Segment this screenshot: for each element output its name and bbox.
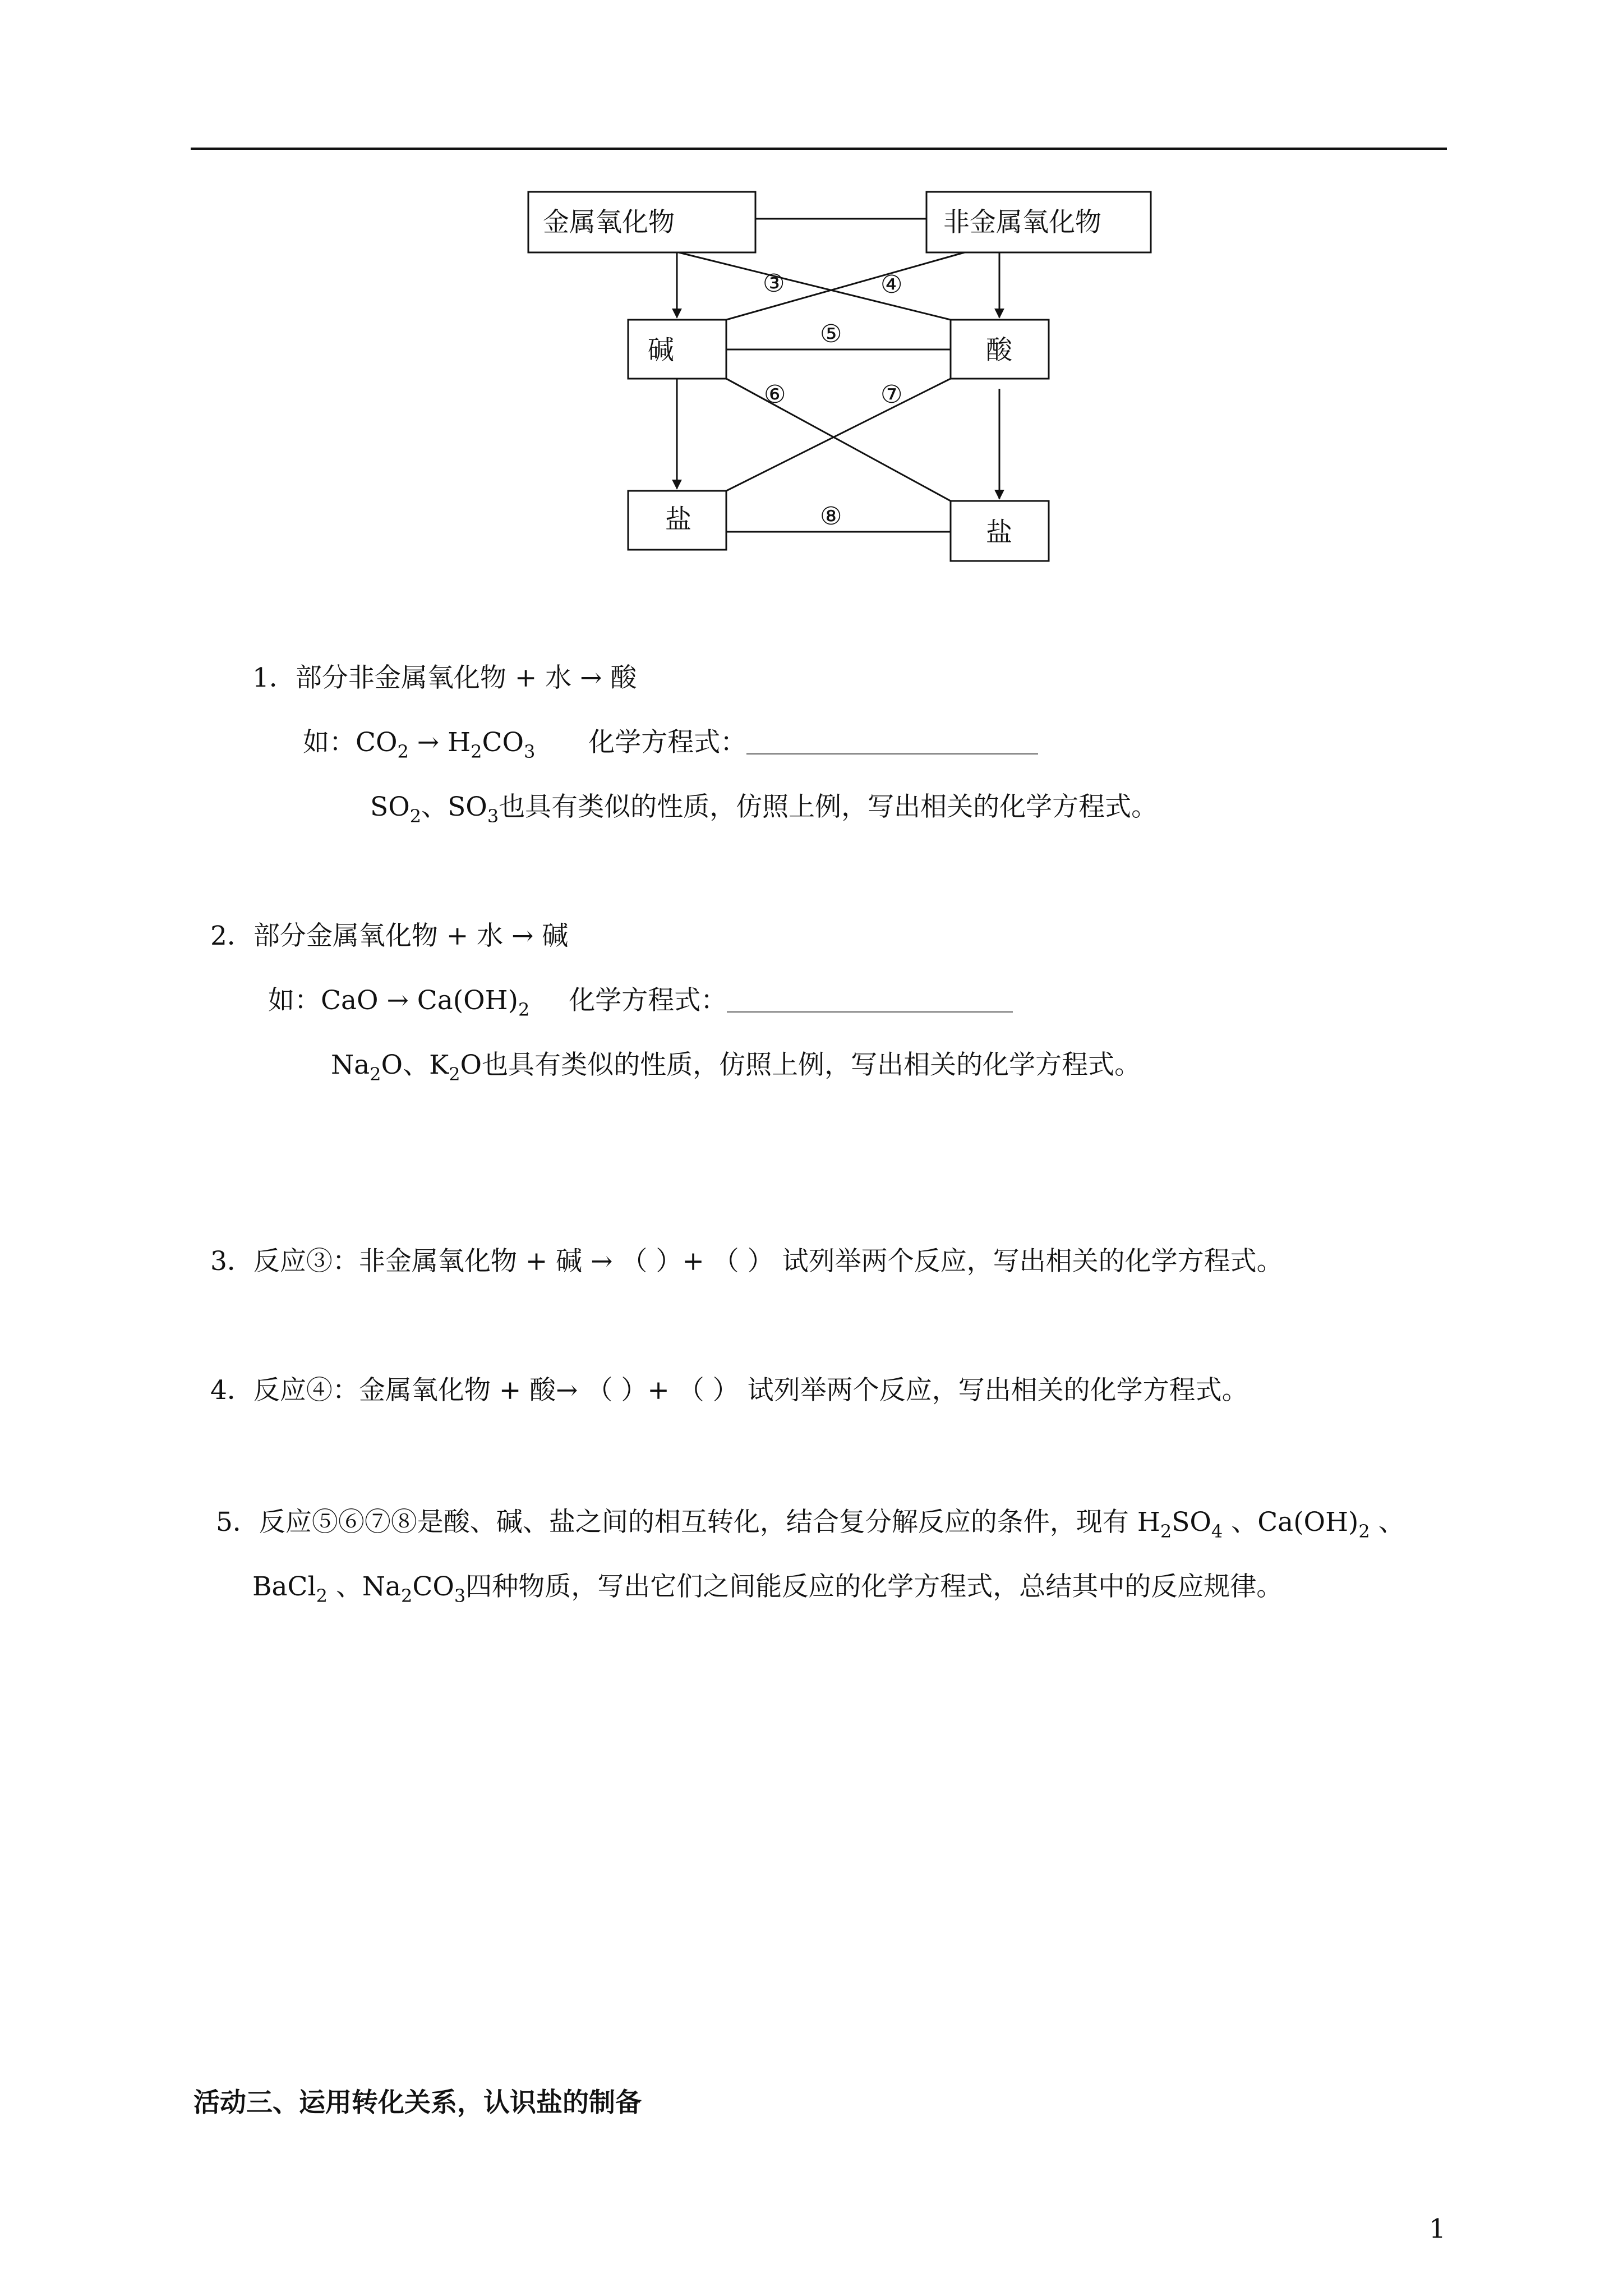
line-4 — [679, 252, 951, 320]
q4-text: 4．反应④：金属氧化物 + 酸→ （ ）+ （ ） 试列举两个反应，写出相关的化学方程式。 — [210, 1375, 1248, 1406]
conversion-diagram — [522, 185, 1161, 578]
q2-example: 如：CaO → $Ca(OH)_2$ 化学方程式： — [268, 987, 1013, 1014]
label-metal-oxide: 金属氧化物 — [543, 207, 675, 238]
label-salt-right: 盐 — [986, 517, 1012, 548]
label-salt-left: 盐 — [665, 504, 691, 535]
line-3 — [726, 252, 965, 320]
q1-answer-blank[interactable] — [746, 731, 1038, 754]
q3-text: 3．反应③：非金属氧化物 + 碱 → （ ）+ （ ） 试列举两个反应，写出相关的化学方程式。 — [210, 1246, 1283, 1277]
box-base — [628, 320, 726, 379]
label-acid: 酸 — [986, 335, 1012, 366]
q1-note: $SO_2$、$SO_3$也具有类似的性质，仿照上例，写出相关的化学方程式。 — [370, 792, 1158, 827]
label-base: 碱 — [648, 335, 674, 366]
header-rule — [191, 148, 1447, 150]
q5-line-2: BaCl$_2$ 、$Na_2CO_3$四种物质，写出它们之间能反应的化学方程式，总结其中的反应规律。 — [252, 1571, 1283, 1607]
marker-4: ④ — [880, 270, 903, 299]
activity-heading: 活动三、运用转化关系，认识盐的制备 — [193, 2087, 642, 2118]
marker-3: ③ — [763, 269, 785, 298]
label-nonmetal-oxide: 非金属氧化物 — [943, 207, 1101, 238]
q2-note: $Na_2O$、$K_2O$也具有类似的性质，仿照上例，写出相关的化学方程式。 — [331, 1050, 1141, 1085]
q2-answer-blank[interactable] — [727, 989, 1013, 1013]
q5-line-1: 5．反应⑤⑥⑦⑧是酸、碱、盐之间的相互转化，结合复分解反应的条件，现有 $H_2SO_4$ 、$Ca(OH)_2$ 、 — [216, 1507, 1405, 1542]
marker-8: ⑧ — [820, 502, 842, 531]
line-6 — [726, 379, 951, 501]
q1-example: 如：$CO_2 \to H_2CO_3$ 化学方程式： — [303, 729, 1038, 756]
marker-7: ⑦ — [880, 380, 903, 409]
page-number: 1 — [1429, 2214, 1446, 2244]
q1-title: 1．部分非金属氧化物 + 水 → 酸 — [252, 662, 637, 693]
q2-title: 2．部分金属氧化物 + 水 → 碱 — [210, 921, 569, 951]
marker-5: ⑤ — [820, 320, 842, 348]
marker-6: ⑥ — [764, 380, 786, 409]
line-7 — [726, 379, 951, 491]
